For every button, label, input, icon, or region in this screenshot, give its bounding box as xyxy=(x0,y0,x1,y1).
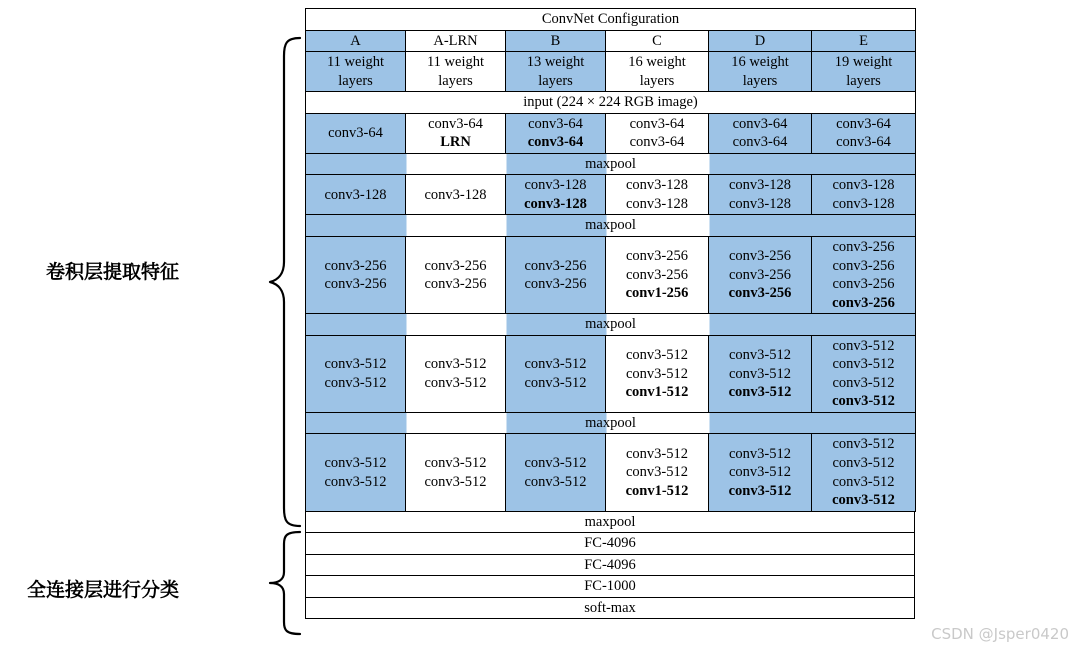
block-64-col-a xyxy=(306,113,406,153)
block-512a-col-a-line-2: conv3-512 xyxy=(324,374,387,391)
col-header-e: E xyxy=(812,30,916,52)
block-128-col-d-line-2: conv3-128 xyxy=(728,195,791,212)
block-512b-col-c-line-3: conv1-512 xyxy=(625,482,689,499)
block-128-col-e xyxy=(812,175,916,215)
block-128-col-c xyxy=(606,175,709,215)
block-128-col-a-line-1: conv3-128 xyxy=(324,186,387,203)
block-512a-col-c-line-3: conv1-512 xyxy=(625,384,689,401)
block-512a-col-e-line-3: conv3-512 xyxy=(832,374,895,391)
weight-layers-e xyxy=(812,52,916,92)
fc-section-brace xyxy=(268,530,302,636)
weight-layers-a-line2: layers xyxy=(338,72,373,89)
weight-layers-row xyxy=(306,52,916,92)
classifier-label-maxpool: maxpool xyxy=(306,511,915,533)
block-64-col-a-lrn-line-1: conv3-64 xyxy=(428,115,483,132)
block-512b-col-a-line-2: conv3-512 xyxy=(324,473,387,490)
block-512b-col-b xyxy=(506,434,606,511)
block-256-col-c-line-2: conv3-256 xyxy=(625,266,688,283)
classifier-row-4 xyxy=(306,576,915,598)
block-256-col-d xyxy=(709,237,812,314)
classifier-table xyxy=(305,511,915,620)
block-512b-col-e-line-4: conv3-512 xyxy=(832,492,895,509)
col-header-a-lrn: A-LRN xyxy=(406,30,506,52)
classifier-row-2 xyxy=(306,533,915,555)
block-256-col-b-line-1: conv3-256 xyxy=(524,257,587,274)
weight-layers-a-lrn xyxy=(406,52,506,92)
block-512a-col-a-lrn-line-1: conv3-512 xyxy=(424,356,487,373)
block-256-col-d-line-2: conv3-256 xyxy=(728,266,791,283)
block-256-col-d-line-3: conv3-256 xyxy=(728,285,792,302)
table-title: ConvNet Configuration xyxy=(306,9,916,31)
block-512a-col-d-line-2: conv3-512 xyxy=(728,365,791,382)
maxpool-label-4: maxpool xyxy=(306,412,916,434)
block-512b-col-a-line-1: conv3-512 xyxy=(324,455,387,472)
block-256-col-e xyxy=(812,237,916,314)
block-512b-col-b-line-1: conv3-512 xyxy=(524,455,587,472)
block-512a-col-a-lrn xyxy=(406,335,506,412)
block-64-col-b-line-2: conv3-64 xyxy=(527,134,584,151)
weight-layers-a-line1: 11 weight xyxy=(326,54,385,71)
block-512b-col-e-line-1: conv3-512 xyxy=(832,436,895,453)
block-512b-col-d-line-1: conv3-512 xyxy=(728,445,791,462)
maxpool-row-1 xyxy=(306,153,916,175)
weight-layers-b-line1: 13 weight xyxy=(526,54,585,71)
conv-row-block-256 xyxy=(306,237,916,314)
block-64-col-a-line-1: conv3-64 xyxy=(328,125,383,141)
block-64-col-b-line-1: conv3-64 xyxy=(528,115,583,132)
classifier-label-fc-1000: FC-1000 xyxy=(306,576,915,598)
block-512b-col-c-line-1: conv3-512 xyxy=(625,445,688,462)
conv-row-block-64 xyxy=(306,113,916,153)
weight-layers-c-line2: layers xyxy=(639,72,675,89)
block-256-col-d-line-1: conv3-256 xyxy=(728,248,791,265)
block-512b-col-d-line-2: conv3-512 xyxy=(728,464,791,481)
block-256-col-a-line-1: conv3-256 xyxy=(324,257,387,274)
weight-layers-c-line1: 16 weight xyxy=(628,54,686,71)
table-title-row xyxy=(306,9,916,31)
maxpool-row-4 xyxy=(306,412,916,434)
block-64-col-e-line-2: conv3-64 xyxy=(836,134,891,151)
block-128-col-b-line-2: conv3-128 xyxy=(524,195,587,212)
block-64-col-c-line-1: conv3-64 xyxy=(629,115,685,132)
block-512a-col-e-line-1: conv3-512 xyxy=(832,337,895,354)
block-64-col-d-line-1: conv3-64 xyxy=(732,115,788,132)
weight-layers-a xyxy=(306,52,406,92)
block-64-col-a-lrn xyxy=(406,113,506,153)
block-256-col-a-lrn-line-2: conv3-256 xyxy=(424,276,487,293)
block-64-col-e xyxy=(812,113,916,153)
maxpool-label-3: maxpool xyxy=(306,314,916,336)
block-256-col-a-lrn xyxy=(406,237,506,314)
block-256-col-e-line-4: conv3-256 xyxy=(832,294,895,311)
weight-layers-d xyxy=(709,52,812,92)
block-512b-col-a xyxy=(306,434,406,511)
classifier-row-3 xyxy=(306,554,915,576)
weight-layers-d-line1: 16 weight xyxy=(731,54,789,71)
block-128-col-b xyxy=(506,175,606,215)
block-256-col-e-line-1: conv3-256 xyxy=(832,239,895,256)
block-128-col-e-line-1: conv3-128 xyxy=(832,177,895,194)
block-512a-col-b xyxy=(506,335,606,412)
col-header-d: D xyxy=(709,30,812,52)
conv-section-label: 卷积层提取特征 xyxy=(46,261,180,283)
weight-layers-e-line2: layers xyxy=(846,72,881,89)
block-64-col-c-line-2: conv3-64 xyxy=(629,134,685,151)
block-128-col-c-line-2: conv3-128 xyxy=(625,195,688,212)
weight-layers-a-lrn-line2: layers xyxy=(438,72,473,89)
block-256-col-a-lrn-line-1: conv3-256 xyxy=(424,257,487,274)
block-128-col-c-line-1: conv3-128 xyxy=(625,177,688,194)
block-512a-col-d-line-3: conv3-512 xyxy=(728,384,792,401)
convnet-config-table-wrap xyxy=(305,8,915,619)
block-512b-col-c xyxy=(606,434,709,511)
block-512b-col-a-lrn-line-1: conv3-512 xyxy=(424,455,487,472)
col-header-b: B xyxy=(506,30,606,52)
table-header-row xyxy=(306,30,916,52)
block-512a-col-d-line-1: conv3-512 xyxy=(728,347,791,364)
block-128-col-a xyxy=(306,175,406,215)
block-128-col-a-lrn xyxy=(406,175,506,215)
block-512a-col-e-line-4: conv3-512 xyxy=(832,393,895,410)
weight-layers-b-line2: layers xyxy=(538,72,573,89)
col-header-c: C xyxy=(606,30,709,52)
input-row-label: input (224 × 224 RGB image) xyxy=(306,92,916,114)
fc-section-label: 全连接层进行分类 xyxy=(27,579,180,601)
block-64-col-d-line-2: conv3-64 xyxy=(732,134,788,151)
block-256-col-a-line-2: conv3-256 xyxy=(324,276,387,293)
block-64-col-a-lrn-line-2: LRN xyxy=(440,134,471,151)
block-512a-col-b-line-1: conv3-512 xyxy=(524,356,587,373)
block-64-col-e-line-1: conv3-64 xyxy=(836,115,891,132)
col-header-a: A xyxy=(306,30,406,52)
block-512a-col-a-line-1: conv3-512 xyxy=(324,356,387,373)
weight-layers-c xyxy=(606,52,709,92)
input-row xyxy=(306,92,916,114)
block-64-col-d xyxy=(709,113,812,153)
block-512a-col-d xyxy=(709,335,812,412)
block-512b-col-d xyxy=(709,434,812,511)
block-128-col-d-line-1: conv3-128 xyxy=(728,177,791,194)
block-256-col-b xyxy=(506,237,606,314)
block-512a-col-a xyxy=(306,335,406,412)
block-512b-col-d-line-3: conv3-512 xyxy=(728,482,792,499)
weight-layers-a-lrn-line1: 11 weight xyxy=(426,54,485,71)
maxpool-label-1: maxpool xyxy=(306,153,916,175)
block-256-col-c xyxy=(606,237,709,314)
block-256-col-e-line-3: conv3-256 xyxy=(832,276,895,293)
conv-row-block-512b xyxy=(306,434,916,511)
classifier-label-soft-max: soft-max xyxy=(306,597,915,619)
classifier-label-fc-4096: FC-4096 xyxy=(306,533,915,555)
maxpool-row-2 xyxy=(306,215,916,237)
block-512a-col-e xyxy=(812,335,916,412)
block-128-col-a-lrn-line-1: conv3-128 xyxy=(424,186,487,203)
block-256-col-c-line-1: conv3-256 xyxy=(625,248,688,265)
block-256-col-c-line-3: conv1-256 xyxy=(625,285,689,302)
block-256-col-b-line-2: conv3-256 xyxy=(524,276,587,293)
block-512b-col-c-line-2: conv3-512 xyxy=(625,464,688,481)
convnet-config-table xyxy=(305,8,916,512)
weight-layers-d-line2: layers xyxy=(742,72,778,89)
block-512a-col-c xyxy=(606,335,709,412)
classifier-label-fc-4096: FC-4096 xyxy=(306,554,915,576)
block-256-col-e-line-2: conv3-256 xyxy=(832,257,895,274)
block-512a-col-b-line-2: conv3-512 xyxy=(524,374,587,391)
block-512b-col-b-line-2: conv3-512 xyxy=(524,473,587,490)
block-128-col-b-line-1: conv3-128 xyxy=(524,177,587,194)
block-512b-col-e-line-3: conv3-512 xyxy=(832,473,895,490)
weight-layers-e-line1: 19 weight xyxy=(834,54,893,71)
weight-layers-b xyxy=(506,52,606,92)
block-64-col-b xyxy=(506,113,606,153)
conv-row-block-512a xyxy=(306,335,916,412)
block-128-col-e-line-2: conv3-128 xyxy=(832,195,895,212)
block-128-col-d xyxy=(709,175,812,215)
block-512b-col-a-lrn-line-2: conv3-512 xyxy=(424,473,487,490)
watermark: CSDN @Jsper0420 xyxy=(931,625,1069,643)
maxpool-label-2: maxpool xyxy=(306,215,916,237)
block-512a-col-c-line-2: conv3-512 xyxy=(625,365,688,382)
block-512a-col-a-lrn-line-2: conv3-512 xyxy=(424,374,487,391)
classifier-row-5 xyxy=(306,597,915,619)
block-512a-col-c-line-1: conv3-512 xyxy=(625,347,688,364)
classifier-row-1 xyxy=(306,511,915,533)
block-512b-col-a-lrn xyxy=(406,434,506,511)
block-512b-col-e-line-2: conv3-512 xyxy=(832,455,895,472)
maxpool-row-3 xyxy=(306,314,916,336)
conv-section-brace xyxy=(268,36,302,528)
conv-row-block-128 xyxy=(306,175,916,215)
block-512a-col-e-line-2: conv3-512 xyxy=(832,356,895,373)
block-512b-col-e xyxy=(812,434,916,511)
block-256-col-a xyxy=(306,237,406,314)
block-64-col-c xyxy=(606,113,709,153)
